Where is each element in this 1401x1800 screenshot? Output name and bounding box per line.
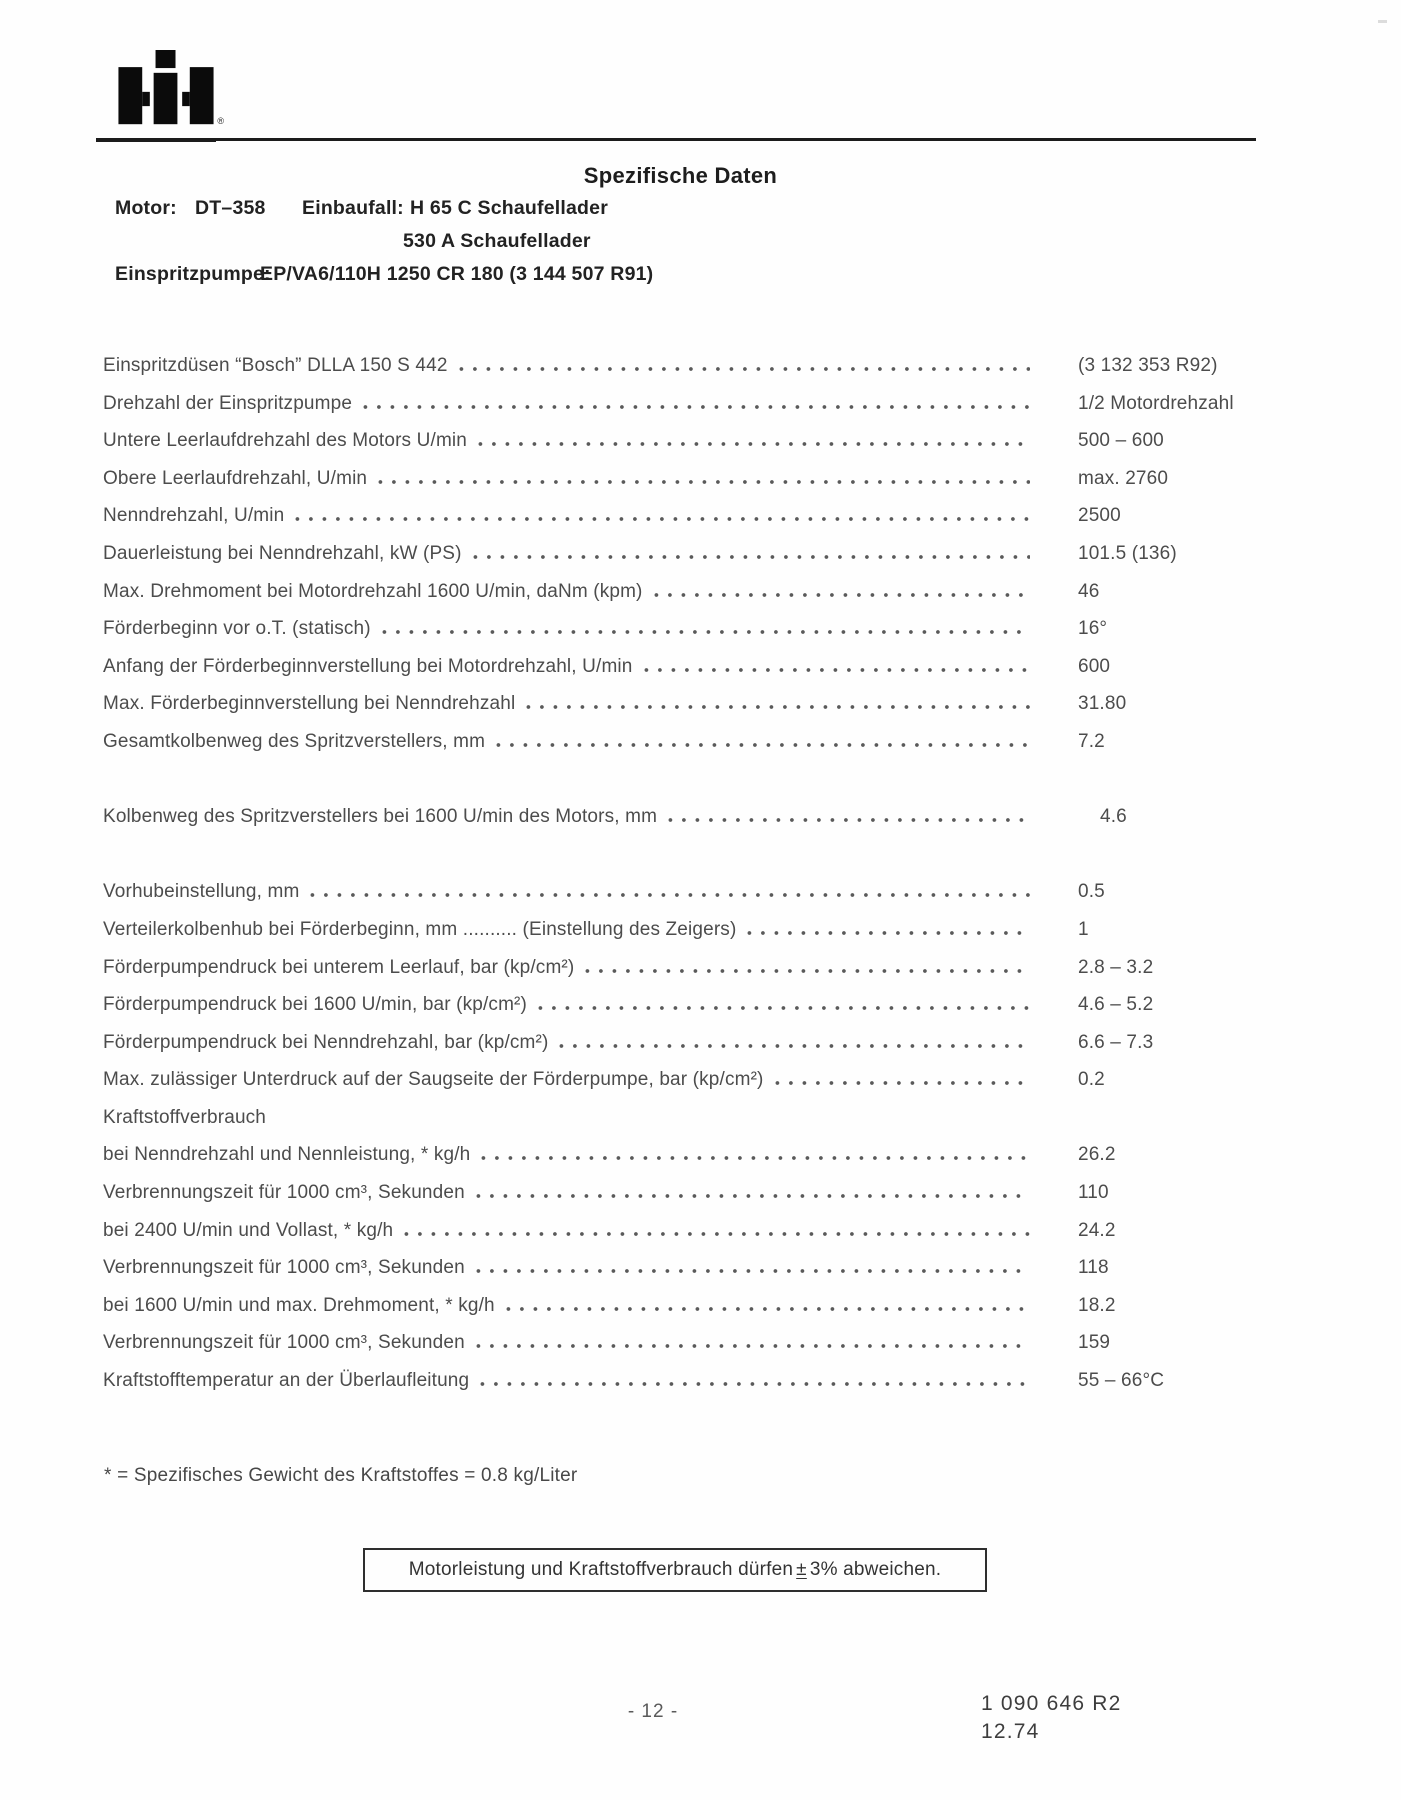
spec-value: 55 – 66°C bbox=[1078, 1370, 1165, 1392]
spec-row bbox=[103, 1022, 1308, 1060]
doc-date: 12.74 bbox=[981, 1720, 1040, 1743]
spec-label: bei Nenndrehzahl und Nennleistung, * kg/h bbox=[103, 1144, 471, 1166]
spec-label: Anfang der Förderbeginnverstellung bei Motordrehzahl, U/min bbox=[103, 655, 633, 677]
dotted-leader bbox=[459, 367, 1030, 371]
spec-value: 118 bbox=[1078, 1257, 1109, 1279]
spec-value: 110 bbox=[1078, 1182, 1109, 1204]
ih-logo bbox=[118, 50, 224, 128]
dotted-leader bbox=[668, 818, 1030, 822]
page-title: Spezifische Daten bbox=[583, 163, 778, 188]
dotted-leader bbox=[506, 1307, 1030, 1311]
dotted-leader bbox=[654, 593, 1030, 597]
dotted-leader bbox=[538, 1006, 1030, 1010]
spec-row bbox=[103, 721, 1308, 759]
spec-value: 159 bbox=[1078, 1332, 1111, 1354]
dotted-leader bbox=[481, 1156, 1030, 1160]
footnote: * = Spezifisches Gewicht des Kraftstoffes = 0.8 kg/Liter bbox=[104, 1465, 578, 1486]
spec-row bbox=[103, 1097, 1308, 1135]
spec-label: Max. zulässiger Unterdruck auf der Saugseite der Förderpumpe, bar (kp/cm²) bbox=[103, 1069, 764, 1091]
spec-value: 16° bbox=[1078, 618, 1108, 640]
spec-label: Max. Förderbeginnverstellung bei Nenndrehzahl bbox=[103, 693, 516, 715]
spec-value: 600 bbox=[1078, 655, 1111, 677]
spec-row bbox=[103, 495, 1308, 533]
tolerance-notice-box bbox=[363, 1548, 987, 1592]
spec-value: 46 bbox=[1078, 580, 1100, 602]
dotted-leader bbox=[775, 1081, 1030, 1085]
header-rule bbox=[96, 138, 1256, 141]
spec-value: 1 bbox=[1078, 918, 1089, 940]
spec-label: Obere Leerlaufdrehzahl, U/min bbox=[103, 467, 368, 489]
spec-label: Einspritzdüsen “Bosch” DLLA 150 S 442 bbox=[103, 355, 448, 376]
spec-label: Max. Drehmoment bei Motordrehzahl 1600 U/min, daNm (kpm) bbox=[103, 580, 643, 602]
pump-value: EP/VA6/110H 1250 CR 180 (3 144 507 R91) bbox=[260, 263, 654, 285]
spec-label: Untere Leerlaufdrehzahl des Motors U/min bbox=[103, 430, 468, 452]
dotted-leader bbox=[382, 630, 1030, 634]
spec-row bbox=[103, 1172, 1308, 1210]
scan-artifact-dash bbox=[1378, 20, 1387, 23]
spec-row bbox=[103, 571, 1308, 609]
einbaufall-value-1: H 65 C Schaufellader bbox=[410, 197, 608, 219]
notice-text-post: 3% abweichen. bbox=[809, 1559, 942, 1580]
registered-trademark: ® bbox=[217, 116, 224, 126]
spec-row bbox=[103, 796, 1308, 834]
motor-value: DT–358 bbox=[195, 197, 266, 219]
spec-value: 2500 bbox=[1078, 505, 1121, 527]
dotted-leader bbox=[476, 1344, 1030, 1348]
dotted-leader bbox=[478, 442, 1030, 446]
spec-label: Verbrennungszeit für 1000 cm³, Sekunden bbox=[103, 1332, 465, 1354]
spec-label: Nenndrehzahl, U/min bbox=[103, 505, 285, 527]
spec-value: 1/2 Motordrehzahl bbox=[1078, 392, 1234, 414]
spec-value: 2.8 – 3.2 bbox=[1078, 956, 1154, 978]
dotted-leader bbox=[559, 1044, 1030, 1048]
spec-value: max. 2760 bbox=[1078, 467, 1169, 489]
spec-row bbox=[103, 345, 1308, 383]
spec-label: Förderbeginn vor o.T. (statisch) bbox=[103, 618, 371, 640]
dotted-leader bbox=[644, 668, 1030, 672]
spec-row bbox=[103, 1285, 1308, 1323]
dotted-leader bbox=[378, 480, 1030, 484]
spec-value: 500 – 600 bbox=[1078, 430, 1164, 452]
spec-label: Kraftstoffverbrauch bbox=[103, 1106, 267, 1128]
doc-number: 1 090 646 R2 bbox=[981, 1692, 1122, 1715]
spec-row bbox=[103, 871, 1308, 909]
spec-value: 7.2 bbox=[1078, 730, 1105, 752]
spec-label: Verteilerkolbenhub bei Förderbeginn, mm .......... (Einstellung des Zeigers) bbox=[103, 918, 737, 940]
dotted-leader bbox=[476, 1269, 1030, 1273]
spec-label: Drehzahl der Einspritzpumpe bbox=[103, 392, 353, 414]
dotted-leader bbox=[473, 555, 1030, 559]
spec-value: 0.5 bbox=[1078, 881, 1105, 903]
spec-label: Förderpumpendruck bei Nenndrehzahl, bar (kp/cm²) bbox=[103, 1031, 549, 1053]
document-reference bbox=[981, 1690, 1122, 1746]
spec-label: Verbrennungszeit für 1000 cm³, Sekunden bbox=[103, 1182, 465, 1204]
pump-label: Einspritzpumpe: bbox=[115, 263, 271, 285]
spec-row bbox=[103, 947, 1308, 985]
spec-value: 101.5 (136) bbox=[1078, 542, 1177, 564]
spec-value: 4.6 bbox=[1100, 806, 1127, 828]
ih-logo-mark bbox=[118, 50, 214, 128]
spec-row bbox=[103, 683, 1308, 721]
spec-row bbox=[103, 1360, 1308, 1398]
spec-value: 4.6 – 5.2 bbox=[1078, 994, 1154, 1016]
einbaufall-label: Einbaufall: bbox=[302, 197, 404, 219]
spec-label: Förderpumpendruck bei unterem Leerlauf, bar (kp/cm²) bbox=[103, 956, 575, 978]
dotted-leader bbox=[585, 969, 1030, 973]
spec-row bbox=[103, 420, 1308, 458]
motor-line bbox=[115, 197, 608, 220]
spec-label: Verbrennungszeit für 1000 cm³, Sekunden bbox=[103, 1257, 465, 1279]
pump-line bbox=[115, 263, 653, 286]
spec-label: bei 2400 U/min und Vollast, * kg/h bbox=[103, 1219, 394, 1241]
spec-value: 26.2 bbox=[1078, 1144, 1116, 1166]
spec-row bbox=[103, 984, 1308, 1022]
plus-minus-sign: ± bbox=[796, 1559, 807, 1580]
motor-label: Motor: bbox=[115, 197, 177, 219]
spec-row bbox=[103, 1322, 1308, 1360]
dotted-leader bbox=[310, 893, 1030, 897]
spec-value: 18.2 bbox=[1078, 1294, 1116, 1316]
spec-label: Kraftstofftemperatur an der Überlaufleitung bbox=[103, 1370, 470, 1392]
spec-row bbox=[103, 1247, 1308, 1285]
spec-label: Vorhubeinstellung, mm bbox=[103, 881, 300, 903]
spec-row bbox=[103, 1210, 1308, 1248]
dotted-leader bbox=[295, 517, 1030, 521]
spec-label: Förderpumpendruck bei 1600 U/min, bar (kp/cm²) bbox=[103, 994, 528, 1016]
einbaufall-value-2: 530 A Schaufellader bbox=[403, 230, 591, 252]
spec-row bbox=[103, 646, 1308, 684]
spec-value: 6.6 – 7.3 bbox=[1078, 1031, 1154, 1053]
dotted-leader bbox=[747, 931, 1030, 935]
spec-row bbox=[103, 1134, 1308, 1172]
spec-row bbox=[103, 533, 1308, 571]
page-number: - 12 - bbox=[627, 1701, 679, 1722]
dotted-leader bbox=[480, 1382, 1030, 1386]
spec-row bbox=[103, 909, 1308, 947]
spec-label: bei 1600 U/min und max. Drehmoment, * kg/h bbox=[103, 1294, 495, 1316]
spec-label: Kolbenweg des Spritzverstellers bei 1600 U/min des Motors, mm bbox=[103, 806, 658, 828]
dotted-leader bbox=[404, 1232, 1030, 1236]
dotted-leader bbox=[526, 705, 1030, 709]
spec-value: 24.2 bbox=[1078, 1219, 1116, 1241]
specs-table bbox=[103, 345, 1308, 1398]
dotted-leader bbox=[496, 743, 1030, 747]
dotted-leader bbox=[363, 405, 1030, 409]
spec-value: 0.2 bbox=[1078, 1069, 1105, 1091]
spec-row bbox=[103, 458, 1308, 496]
dotted-leader bbox=[476, 1194, 1030, 1198]
spec-row bbox=[103, 608, 1308, 646]
spec-row bbox=[103, 1059, 1308, 1097]
spec-value: 31.80 bbox=[1078, 693, 1127, 715]
spec-row bbox=[103, 383, 1308, 421]
spec-label: Gesamtkolbenweg des Spritzverstellers, mm bbox=[103, 730, 486, 752]
spec-label: Dauerleistung bei Nenndrehzahl, kW (PS) bbox=[103, 542, 462, 564]
spec-value: (3 132 353 R92) bbox=[1078, 355, 1218, 376]
notice-text-pre: Motorleistung und Kraftstoffverbrauch dürfen bbox=[408, 1559, 794, 1580]
